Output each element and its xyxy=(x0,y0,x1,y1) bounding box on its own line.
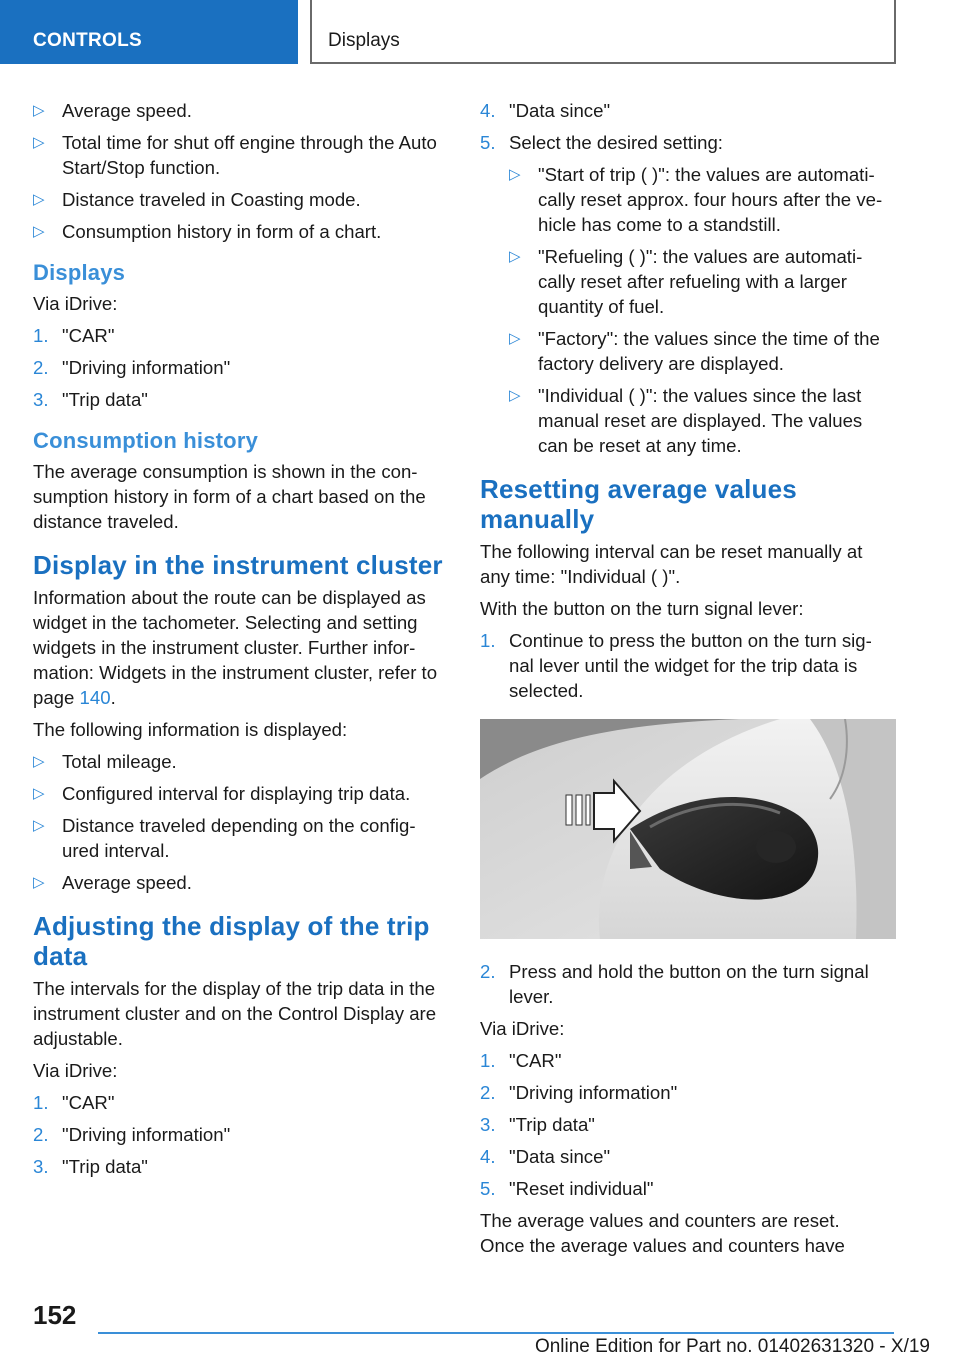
right-column xyxy=(480,98,896,1258)
turn-signal-lever-image xyxy=(480,719,896,939)
triangle-right-icon: ▷ xyxy=(509,387,521,404)
heading-consumption-history: Consumption history xyxy=(33,428,259,453)
step-item: 2. "Driving information" xyxy=(33,357,231,378)
page-number: 152 xyxy=(33,1300,77,1330)
list-item: ▷ "Individual ( )": the values since the last manual reset are displayed. The values can be reset at any time. xyxy=(509,385,863,456)
triangle-right-icon: ▷ xyxy=(33,134,45,151)
via-idrive-text: Via iDrive: xyxy=(480,1018,565,1039)
triangle-right-icon: ▷ xyxy=(33,191,45,208)
list-item: ▷ Total mileage. xyxy=(33,751,177,772)
step-item: 2. "Driving information" xyxy=(33,1124,231,1145)
turn-signal-lever-illustration xyxy=(480,719,896,939)
via-idrive-text: Via iDrive: xyxy=(33,1060,118,1081)
triangle-right-icon: ▷ xyxy=(33,817,45,834)
consumption-text: The average consumption is shown in the con‐sumption history in form of a chart based on the distance traveled. xyxy=(33,461,426,532)
heading-resetting-average: Resetting average values manually xyxy=(480,474,797,534)
settings-list xyxy=(509,162,896,458)
edition-footer: Online Edition for Part no. 01402631320 - X/19 xyxy=(534,1336,930,1357)
list-item: ▷ Configured interval for displaying trip data. xyxy=(33,783,411,804)
step-item: 4. "Data since" xyxy=(480,1146,611,1167)
step-item: 3. "Trip data" xyxy=(33,389,148,410)
step-item: 5. Select the desired setting: xyxy=(480,132,723,153)
via-idrive-text: Via iDrive: xyxy=(33,293,118,314)
cluster-lead: The following information is displayed: xyxy=(33,719,348,740)
left-column xyxy=(33,98,449,1186)
triangle-right-icon: ▷ xyxy=(33,874,45,891)
heading-instrument-cluster: Display in the instrument cluster xyxy=(33,550,443,580)
step-item: 5. "Reset individual" xyxy=(480,1178,654,1199)
triangle-right-icon: ▷ xyxy=(509,330,521,347)
step-item: 1. Continue to press the button on the turn sig‐nal lever until the widget for the trip data is selected. xyxy=(480,630,872,701)
section-tab: CONTROLS xyxy=(0,0,298,64)
triangle-right-icon: ▷ xyxy=(33,223,45,240)
triangle-right-icon: ▷ xyxy=(509,248,521,265)
list-item: ▷ "Start of trip ( )": the values are automati‐cally reset approx. four hours after the ve‐hicle has come to a standstill. xyxy=(509,164,883,235)
adjusting-text: The intervals for the display of the trip data in the instrument cluster and on the Control Display are adjustable. xyxy=(33,978,437,1049)
list-item: ▷ "Factory": the values since the time of the factory delivery are displayed. xyxy=(509,328,880,374)
step-item: 1. "CAR" xyxy=(33,325,115,346)
step-item: 2. "Driving information" xyxy=(480,1082,678,1103)
list-item: ▷ Average speed. xyxy=(33,100,192,121)
list-item: ▷ Total time for shut off engine through the Auto Start/Stop function. xyxy=(33,132,437,178)
page-link[interactable]: 140 xyxy=(79,687,111,708)
triangle-right-icon: ▷ xyxy=(33,753,45,770)
triangle-right-icon: ▷ xyxy=(33,785,45,802)
step-item: 3. "Trip data" xyxy=(33,1156,148,1177)
triangle-right-icon: ▷ xyxy=(33,102,45,119)
list-item: ▷ Consumption history in form of a chart. xyxy=(33,221,382,242)
list-item: ▷ Distance traveled depending on the config‐ured interval. xyxy=(33,815,416,861)
cluster-text: Information about the route can be displayed as widget in the tachometer. Selecting and setting widgets in the instrument cluster. Further infor‐mation: Widgets in the instrument cluster, refer to page 140. xyxy=(33,587,438,708)
step-item: 2. Press and hold the button on the turn signal lever. xyxy=(480,961,869,1007)
triangle-right-icon: ▷ xyxy=(509,166,521,183)
list-item: ▷ Average speed. xyxy=(33,872,192,893)
step-item: 1. "CAR" xyxy=(33,1092,115,1113)
step-item: 1. "CAR" xyxy=(480,1050,562,1071)
heading-displays: Displays xyxy=(33,260,126,285)
list-item: ▷ "Refueling ( )": the values are automati‐cally reset after refueling with a larger quantity of fuel. xyxy=(509,246,863,317)
footer-divider xyxy=(98,1332,894,1334)
step-item: 4. "Data since" xyxy=(480,100,611,121)
resetting-text: The following interval can be reset manually at any time: "Individual ( )". xyxy=(480,541,863,587)
chapter-title: Displays xyxy=(310,0,896,64)
step-item: 3. "Trip data" xyxy=(480,1114,595,1135)
list-item: ▷ Distance traveled in Coasting mode. xyxy=(33,189,361,210)
turn-signal-lead: With the button on the turn signal lever: xyxy=(480,598,804,619)
heading-adjusting-display: Adjusting the display of the trip data xyxy=(33,911,430,971)
outro-text: The average values and counters are reset. Once the average values and counters have xyxy=(480,1210,845,1256)
